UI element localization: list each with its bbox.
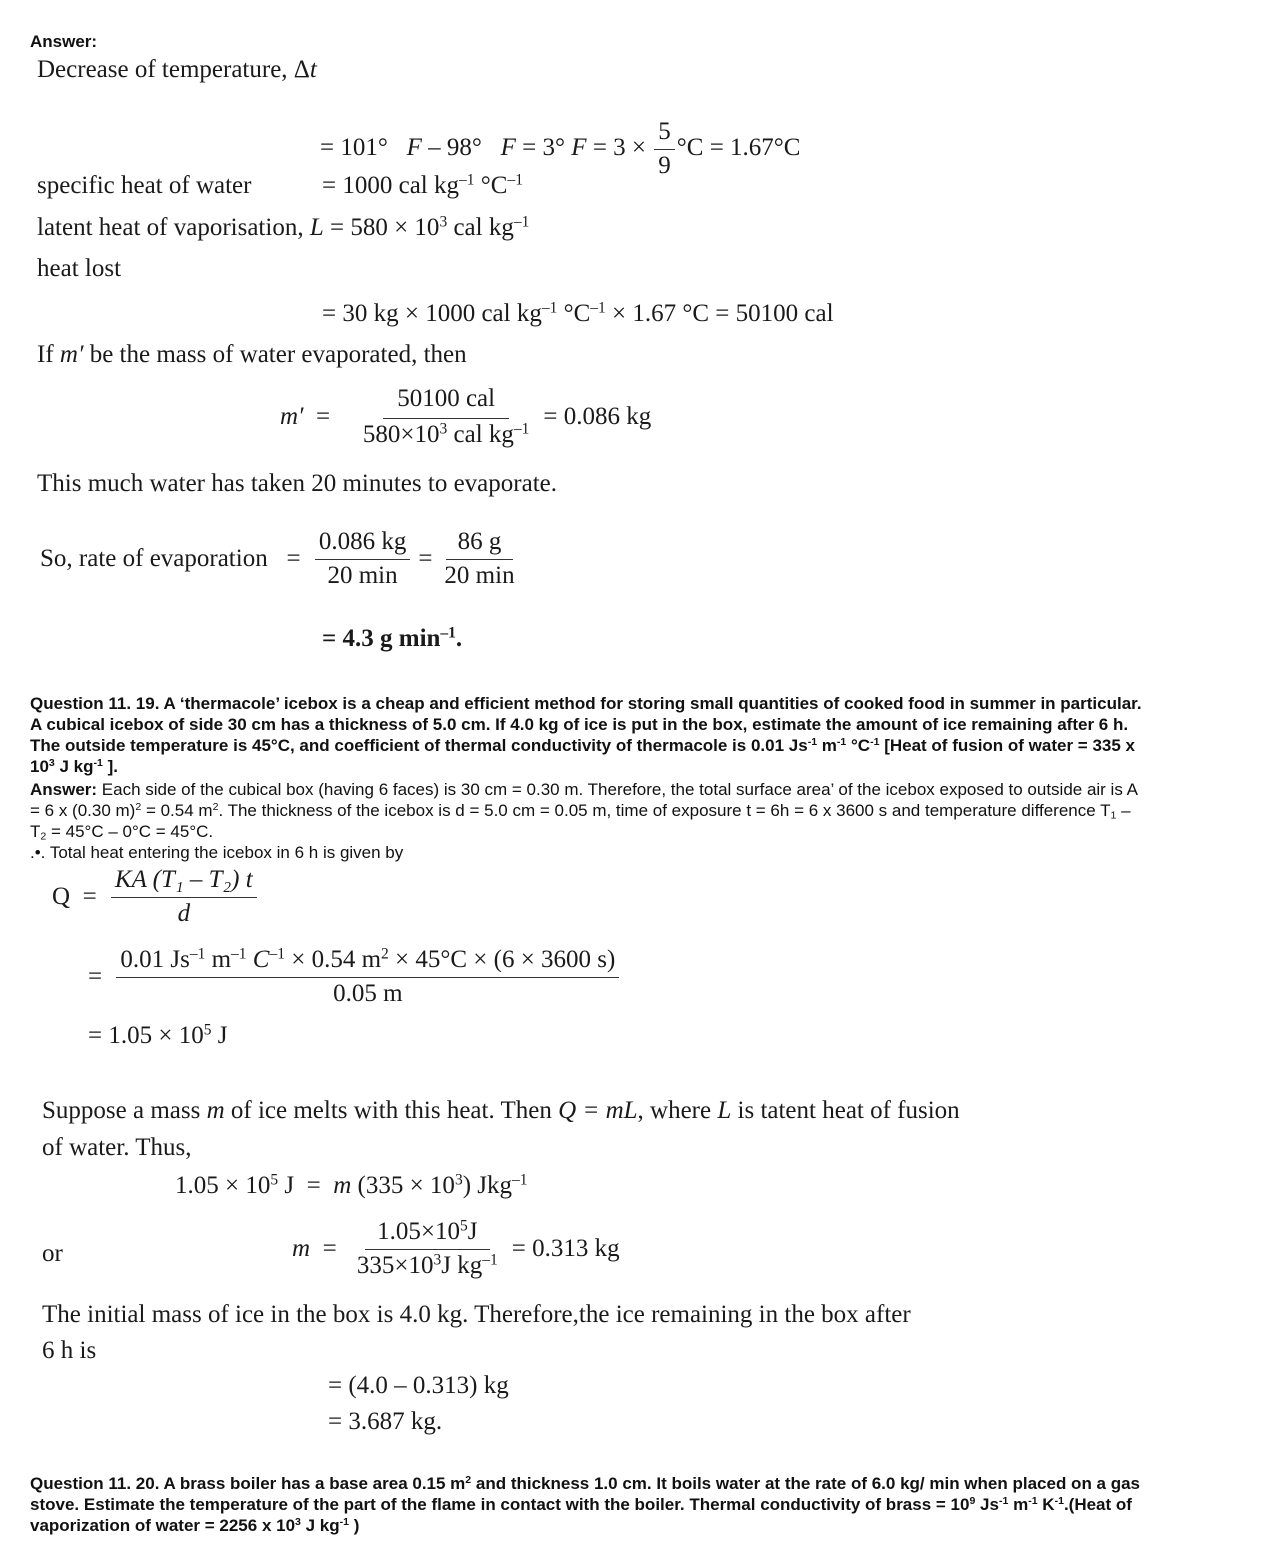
- eq-var: m: [333, 1172, 352, 1199]
- superscript: 3: [454, 1171, 463, 1189]
- fraction-numerator: 86 g: [446, 528, 514, 560]
- heat-formula-fraction: [111, 866, 257, 929]
- ice-mass-fraction: [353, 1218, 502, 1281]
- eq-part: °C: [557, 300, 591, 327]
- mass-evaporated-equation: [280, 385, 651, 450]
- question-11-19: [30, 693, 1262, 777]
- eq-part: J =: [278, 1172, 334, 1199]
- eq-part: F: [500, 133, 516, 161]
- heat-lost-equation: [322, 300, 834, 328]
- answer-line: [30, 821, 1262, 842]
- question-line: [30, 1494, 1262, 1515]
- superscript: -1: [998, 1495, 1009, 1508]
- superscript: –1: [231, 945, 247, 963]
- superscript: –1: [513, 213, 530, 231]
- superscript: –1: [590, 299, 606, 317]
- eq-part: × 0.54 m: [284, 946, 382, 973]
- eq-part: F: [406, 133, 422, 161]
- eq-var: L: [309, 214, 324, 241]
- eq-part: °C: [474, 172, 508, 199]
- fraction-5-9: [654, 118, 675, 181]
- superscript: –1: [513, 420, 530, 438]
- eq-part: J: [211, 1022, 228, 1049]
- eq-var: m: [206, 1097, 225, 1124]
- ice-mass-equation: [292, 1218, 620, 1281]
- question-line: [30, 1473, 1262, 1494]
- eq-part: °C = 1.67°C: [676, 133, 801, 161]
- superscript: 3: [48, 757, 55, 770]
- text-part: K: [1037, 1495, 1055, 1514]
- text-part: is tatent heat of fusion: [731, 1097, 960, 1124]
- text-part: –: [1116, 801, 1131, 820]
- eq-part: = 30 kg × 1000 cal kg: [322, 300, 542, 327]
- text-part: 10: [30, 757, 49, 776]
- superscript: 3: [439, 213, 448, 231]
- fraction-denominator: 9: [658, 151, 671, 179]
- text-part: Question 11. 20. A brass boiler has a base area 0.15 m: [30, 1474, 466, 1493]
- eq-part: 0.01 Js: [120, 946, 190, 973]
- text-part: ].: [102, 757, 119, 776]
- delta-t-var: t: [309, 56, 317, 83]
- heat-result: [88, 1022, 227, 1050]
- text-part: ): [349, 1516, 360, 1535]
- eq-part: – 98°: [428, 133, 482, 161]
- eq-part: = 4.3 g min: [322, 625, 441, 652]
- question-line: A cubical icebox of side 30 cm has a thickness of 5.0 cm. If 4.0 kg of ice is put in the box, estimate the amount of ice remaining after 6 h.: [30, 715, 1129, 734]
- superscript: 2: [212, 801, 219, 814]
- question-line: Question 11. 19. A ‘thermacole’ icebox is a cheap and efficient method for storing small quantities of cooked food in summer in particular.: [30, 694, 1142, 713]
- fraction-numerator: 0.086 kg: [315, 528, 411, 560]
- eq-part: =: [418, 545, 433, 573]
- superscript: 3: [439, 420, 448, 438]
- superscript: –1: [189, 945, 206, 963]
- initial-mass-line-2: 6 h is: [42, 1337, 97, 1364]
- eq-part: =: [322, 1235, 337, 1263]
- answer-label: Answer:: [30, 32, 98, 51]
- fraction-denominator: [353, 1250, 502, 1281]
- eq-part: 1.05 × 10: [175, 1172, 271, 1199]
- initial-mass-line-1: The initial mass of ice in the box is 4.0 kg. Therefore,the ice remaining in the box after: [42, 1301, 911, 1328]
- suppose-line-2: of water. Thus,: [42, 1134, 192, 1161]
- fraction-numerator: [116, 946, 619, 978]
- text-part: , where: [637, 1097, 718, 1124]
- superscript: 5: [203, 1021, 212, 1039]
- text-part: Suppose a mass: [42, 1097, 207, 1124]
- superscript: –1: [269, 945, 285, 963]
- time-line: This much water has taken 20 minutes to evaporate.: [37, 470, 557, 497]
- rate-result: [322, 625, 462, 653]
- superscript: –1: [541, 299, 558, 317]
- eq-var: m′: [280, 403, 304, 431]
- superscript: 3: [295, 1516, 301, 1529]
- remaining-equation-2: = 3.687 kg.: [328, 1408, 443, 1435]
- text-part: J kg: [54, 757, 94, 776]
- eq-part: latent heat of vaporisation,: [37, 214, 310, 241]
- eq-part: C: [246, 946, 270, 973]
- superscript: 9: [969, 1495, 976, 1508]
- or-label: or: [42, 1240, 63, 1267]
- eq-var: m: [292, 1235, 311, 1263]
- remaining-equation-1: = (4.0 – 0.313) kg: [328, 1372, 509, 1399]
- eq-var: Q = mL: [558, 1097, 638, 1124]
- rate-fraction-2: [440, 528, 518, 591]
- decrease-text: Decrease of temperature, Δ: [37, 56, 310, 83]
- superscript: -1: [1028, 1495, 1038, 1508]
- eq-part: J kg: [441, 1251, 483, 1279]
- text-part: Js: [975, 1495, 999, 1514]
- superscript: -1: [1054, 1495, 1064, 1508]
- eq-result: = 0.086 kg: [543, 403, 652, 431]
- eq-var: Q: [52, 883, 71, 911]
- eq-part: So, rate of evaporation: [40, 545, 268, 573]
- decrease-of-temperature-line: [37, 56, 317, 84]
- eq-part: .: [455, 625, 463, 652]
- subscript: 2: [40, 830, 47, 843]
- text-part: .(Heat of: [1063, 1495, 1132, 1514]
- fraction-numerator: [365, 1218, 489, 1250]
- eq-part: = 1.05 × 10: [88, 1022, 204, 1049]
- question-line: [30, 1515, 1262, 1536]
- superscript: –1: [482, 1251, 498, 1269]
- superscript: –1: [507, 171, 523, 189]
- eq-part: F: [571, 133, 587, 161]
- eq-part: =: [88, 963, 103, 991]
- eq-part: = 3 ×: [592, 133, 647, 161]
- eq-part: × 45°C × (6 × 3600 s): [388, 946, 616, 973]
- text-part: [Heat of fusion of water = 335 x: [879, 736, 1135, 755]
- fraction-numerator: 5: [654, 118, 675, 150]
- fraction-numerator: KA (T₁ – T₂) t: [111, 866, 257, 898]
- mass-intro-line: [37, 341, 467, 369]
- eq-part: × 1.67 °C = 50100 cal: [605, 300, 834, 327]
- text-part: °C: [846, 736, 871, 755]
- mass-fraction: [359, 385, 534, 450]
- fraction-numerator: 50100 cal: [383, 385, 509, 419]
- text-part: . The thickness of the icebox is d = 5.0 cm = 0.05 m, time of exposure t = 6h = 6 x 3600 s and temperature difference T: [218, 801, 1111, 820]
- text-part: T: [30, 822, 41, 841]
- question-line: [30, 756, 1262, 777]
- suppose-line-1: [42, 1097, 960, 1125]
- superscript: 5: [460, 1217, 468, 1235]
- text-part: m: [1008, 1495, 1029, 1514]
- superscript: -1: [807, 736, 818, 749]
- eq-part: = 101°: [320, 133, 388, 161]
- fraction-denominator: 20 min: [444, 561, 515, 589]
- fraction-denominator: d: [177, 899, 191, 927]
- superscript: -1: [339, 1516, 350, 1529]
- heat-substitution-fraction: [116, 946, 619, 1009]
- eq-part: be the mass of water evaporated, then: [83, 341, 467, 368]
- text-part: Each side of the cubical box (having 6 faces) is 30 cm = 0.30 m. Therefore, the total surface area’ of the icebox exposed to outside air is A: [97, 780, 1138, 799]
- specific-heat-label: specific heat of water: [37, 172, 252, 199]
- eq-part: =: [286, 545, 301, 573]
- answer-line: [30, 779, 1262, 800]
- latent-heat-line: [37, 214, 529, 242]
- eq-result: = 0.313 kg: [511, 1235, 620, 1263]
- text-part: and thickness 1.0 cm. It boils water at the rate of 6.0 kg/ min when placed on a gas: [471, 1474, 1141, 1493]
- fraction-denominator: 20 min: [327, 561, 398, 589]
- superscript: 5: [270, 1171, 279, 1189]
- melt-equation: [175, 1172, 528, 1200]
- eq-part: m: [205, 946, 232, 973]
- text-part: J kg: [300, 1516, 340, 1535]
- eq-part: 580×10: [362, 420, 440, 448]
- specific-heat-value: [322, 172, 523, 200]
- answer-line: [30, 800, 1262, 821]
- eq-part: = 3°: [522, 133, 566, 161]
- fraction-denominator: 0.05 m: [333, 979, 403, 1007]
- answer-line: .•. Total heat entering the icebox in 6 h is given by: [30, 843, 404, 862]
- text-part: = 6 x (0.30 m): [30, 801, 136, 820]
- heat-formula-equation: [52, 866, 265, 929]
- eq-part: ) Jkg: [462, 1172, 512, 1199]
- eq-part: 1.05×10: [377, 1218, 461, 1245]
- superscript: 2: [381, 945, 389, 963]
- heat-substitution-equation: [88, 946, 627, 1009]
- eq-part: J: [467, 1218, 478, 1245]
- eq-var: m′: [59, 341, 84, 368]
- eq-part: 335×10: [356, 1251, 434, 1279]
- rate-equation: [40, 528, 527, 591]
- eq-part: =: [316, 403, 331, 431]
- text-part: stove. Estimate the temperature of the part of the flame in contact with the boiler. Thermal conductivity of brass = 10: [30, 1495, 970, 1514]
- answer-11-19-text: [30, 779, 1262, 863]
- superscript: 3: [433, 1251, 442, 1269]
- eq-part: cal kg: [447, 214, 514, 241]
- eq-var: L: [717, 1097, 732, 1124]
- superscript: –1: [440, 624, 456, 642]
- fraction-denominator: [359, 419, 534, 450]
- superscript: -1: [870, 736, 880, 749]
- eq-part: (335 × 10: [351, 1172, 455, 1199]
- superscript: –1: [512, 1171, 528, 1189]
- eq-part: If: [37, 341, 60, 368]
- eq-part: =: [82, 883, 97, 911]
- eq-part: = 580 × 10: [323, 214, 440, 241]
- superscript: 2: [135, 801, 142, 814]
- heat-lost-label: heat lost: [37, 255, 122, 282]
- superscript: -1: [836, 736, 847, 749]
- text-part: The outside temperature is 45°C, and coefficient of thermal conductivity of thermacole is 0.01 Js: [30, 736, 808, 755]
- text-part: = 45°C – 0°C = 45°C.: [46, 822, 214, 841]
- eq-part: cal kg: [447, 420, 514, 448]
- text-part: m: [817, 736, 837, 755]
- subscript: 1: [1110, 809, 1117, 822]
- eq-part: = 1000 cal kg: [322, 172, 459, 199]
- superscript: 2: [465, 1474, 472, 1487]
- answer-label: Answer:: [30, 780, 98, 799]
- question-line: [30, 735, 1262, 756]
- superscript: –1: [459, 171, 475, 189]
- text-part: of ice melts with this heat. Then: [224, 1097, 559, 1124]
- text-part: = 0.54 m: [141, 801, 213, 820]
- superscript: -1: [93, 757, 103, 770]
- question-11-20: [30, 1473, 1262, 1536]
- rate-fraction-1: [315, 528, 411, 591]
- text-part: vaporization of water = 2256 x 10: [30, 1516, 296, 1535]
